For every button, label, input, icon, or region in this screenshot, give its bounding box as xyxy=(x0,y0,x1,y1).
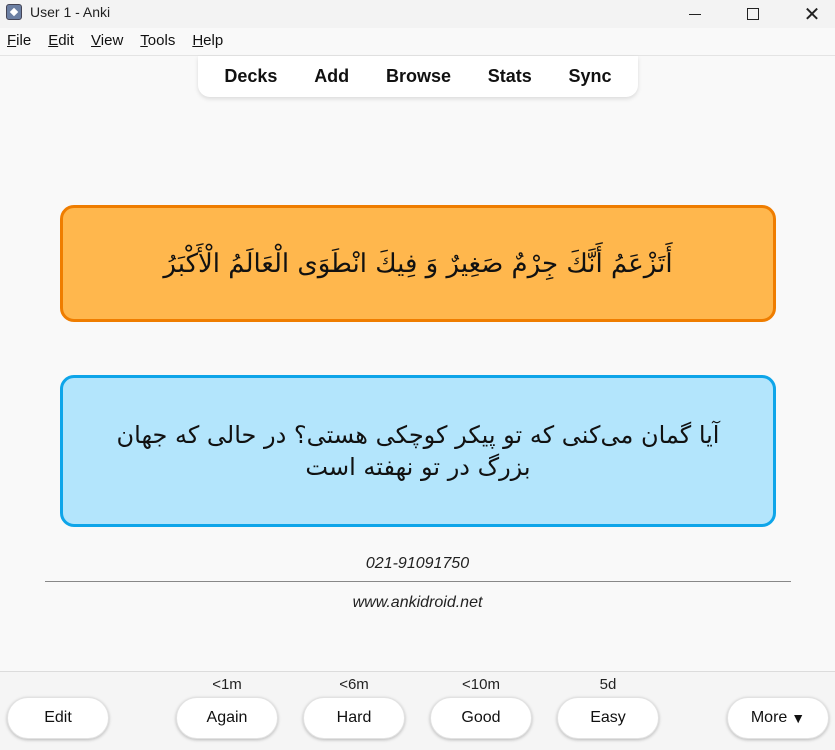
menu-edit[interactable]: Edit xyxy=(48,32,75,49)
card-front-text: أَتَزْعَمُ أَنَّكَ جِرْمٌ صَغِيرٌ وَ فِيكَ انْطَوَى الْعَالَمُ الْأَكْبَرُ xyxy=(163,248,673,279)
again-button[interactable]: Again xyxy=(176,697,278,739)
close-button[interactable] xyxy=(789,0,835,28)
easy-button[interactable]: Easy xyxy=(557,697,659,739)
title-bar xyxy=(0,0,835,28)
more-label: More xyxy=(750,709,788,726)
good-interval: <10m xyxy=(462,676,500,693)
hard-interval: <6m xyxy=(339,676,369,693)
main-toolbar xyxy=(198,56,638,97)
card-website: www.ankidroid.net xyxy=(352,594,483,611)
add-link[interactable]: Add xyxy=(314,66,350,86)
menu-help[interactable]: Help xyxy=(192,32,224,49)
triangle-down-icon: ▼ xyxy=(791,710,806,726)
review-bar xyxy=(0,672,835,750)
close-icon: ✕ xyxy=(803,2,821,26)
hard-button[interactable]: Hard xyxy=(303,697,405,739)
again-interval: <1m xyxy=(212,676,242,693)
card-divider xyxy=(45,581,791,582)
easy-interval: 5d xyxy=(599,676,617,693)
decks-link[interactable]: Decks xyxy=(224,66,278,86)
browse-link[interactable]: Browse xyxy=(385,66,451,86)
minimize-icon xyxy=(689,14,701,15)
menu-view[interactable]: View xyxy=(91,32,124,49)
card-back-text: آیا گمان می‌کنی که تو پیکر کوچکی هستی؟ در حالی که جهان بزرگ در تو نهفته است xyxy=(116,420,720,481)
window-title: User 1 - Anki xyxy=(30,4,111,20)
good-button[interactable]: Good xyxy=(430,697,532,739)
maximize-icon xyxy=(747,8,759,20)
menu-tools[interactable]: Tools xyxy=(140,32,176,49)
more-button[interactable] xyxy=(727,697,829,739)
anki-app-icon xyxy=(6,4,22,20)
sync-link[interactable]: Sync xyxy=(568,66,612,86)
card-back-box xyxy=(60,375,776,527)
card-front-box xyxy=(60,205,776,322)
maximize-button[interactable] xyxy=(730,0,776,28)
menu-file[interactable]: File xyxy=(7,32,32,49)
card-phone-number: 021-91091750 xyxy=(365,555,470,572)
menu-bar xyxy=(0,32,233,54)
minimize-button[interactable] xyxy=(672,0,718,28)
edit-button[interactable]: Edit xyxy=(7,697,109,739)
stats-link[interactable]: Stats xyxy=(487,66,532,86)
